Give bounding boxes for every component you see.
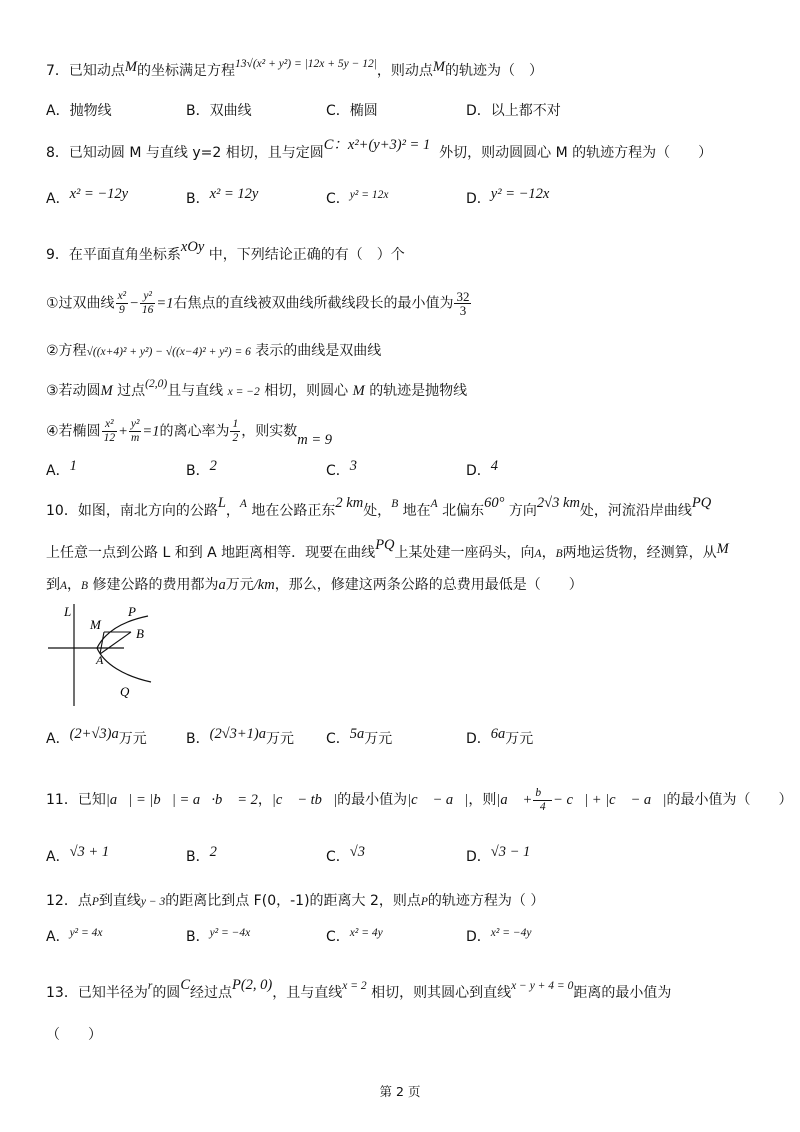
- q10-l1-text-c: 地在公路正东: [251, 503, 336, 519]
- q11-text-c: 的最小值为: [337, 792, 408, 808]
- q9-s3-m-2: M: [352, 383, 365, 399]
- q11-option-a: A．√3 + 1: [46, 844, 110, 865]
- q10-l2-text-d: 两地运货物，经测算，从: [562, 545, 717, 561]
- q9-s4-text-b: 的离心率为: [159, 423, 230, 440]
- q11-text-b: ，: [257, 792, 272, 808]
- q10-point-a: A: [239, 498, 247, 510]
- q9-s1-frac-y: $\frac{\text{y²}}{16}$: [141, 290, 154, 316]
- q11-text-a: 11．已知: [46, 792, 106, 808]
- q10-option-b: B．(2√3+1)a万元: [186, 726, 295, 747]
- q10-stem-line-1: [46, 495, 772, 523]
- q10-point-m: M: [716, 541, 729, 557]
- q9-s3-line: x = −2: [227, 386, 260, 398]
- q10-l1-text-e: 地在: [402, 503, 431, 519]
- q13-text-a: 13．已知半径为: [46, 985, 148, 1001]
- q7-point-m-2: M: [432, 59, 446, 75]
- q12-point-p-2: P: [420, 896, 428, 908]
- fig-label-p: P: [128, 604, 136, 619]
- q13-answer-bracket: [46, 1024, 772, 1046]
- q13-bracket-text: （ ）: [46, 1027, 102, 1043]
- q9-statement-3: [46, 380, 772, 403]
- q9-coord-system: xOy: [180, 239, 205, 255]
- fig-label-a: A: [96, 653, 104, 667]
- q7-stem: [46, 60, 772, 83]
- q10-point-b: B: [391, 498, 399, 510]
- q10-l2-text-a: 上任意一点到公路 L 和到 A 地距离相等．现要在曲线: [46, 545, 376, 561]
- q10-option-d: D．6a万元: [466, 726, 534, 747]
- q8-options: [46, 184, 606, 214]
- q13-text-c: 经过点: [189, 985, 232, 1001]
- q11-text-e: 的最小值为（ ）: [666, 792, 793, 808]
- q11-options: [46, 842, 606, 872]
- q9-s3-text-d: 相切，则圆心: [264, 383, 349, 399]
- q9-s4-frac-x: $\frac{\text{x²}}{12}$: [103, 418, 116, 444]
- q11-text-d: ，则: [468, 792, 497, 808]
- q10-l3-text-d: 万元: [225, 577, 254, 593]
- q7-equation: 13√(x² + y²) = |12x + 5y − 12|: [235, 58, 377, 70]
- q7-options: [46, 96, 606, 126]
- q7-option-c: C．椭圆: [326, 103, 378, 119]
- q11-target-part-2: − c⃗| + |c⃗ − a⃗|: [553, 792, 667, 808]
- q13-text-f: 距离的最小值为: [573, 985, 672, 1001]
- q9-s4-plus: +: [118, 423, 128, 440]
- q13-point-p: P(2, 0): [231, 977, 273, 993]
- q10-l1-text-g: 方向: [508, 503, 537, 519]
- q9-text-1: 9．在平面直角坐标系: [46, 247, 181, 263]
- q10-l1-text-a: 10．如图，南北方向的公路: [46, 503, 218, 519]
- q10-l1-text-h: 处，河流沿岸曲线: [579, 503, 692, 519]
- q12-stem: [46, 890, 772, 913]
- q7-point-m: M: [124, 59, 138, 75]
- q9-statement-4: [46, 418, 772, 448]
- q12-line: y − 3: [140, 896, 166, 908]
- q10-l1-text-f: 北偏东: [442, 503, 485, 519]
- q10-l2-text-c: ，: [541, 545, 556, 561]
- q9-s3-m: M: [100, 383, 113, 399]
- q12-text-a: 12．点: [46, 893, 92, 909]
- q9-s2-text-a: ②方程: [46, 343, 87, 359]
- q9-s4-eq: =1: [142, 423, 160, 440]
- fig-label-q: Q: [120, 684, 130, 699]
- q9-s1-frac-x: $\frac{\text{x²}}{9}$: [117, 290, 127, 316]
- q9-text-2: 中，下列结论正确的有（ ）个: [208, 247, 405, 263]
- q9-s3-text-b: 过点: [117, 383, 146, 399]
- q12-option-d: D．$^{x^2 = -4y}$: [466, 927, 532, 945]
- q10-option-a: A．(2+√3)a万元: [46, 726, 147, 747]
- q11-expr-c-tb: |c⃗ − tb⃗|: [271, 792, 338, 808]
- q9-s1-eq: =1: [156, 295, 174, 312]
- q10-point-b-3: B: [81, 580, 89, 592]
- q13-text-d: ，且与直线: [272, 985, 343, 1001]
- q10-l3-text-e: ，那么，修建这两条公路的总费用最低是（ ）: [274, 577, 583, 593]
- q10-l2-text-b: 上某处建一座码头，向: [394, 545, 535, 561]
- q11-condition: |a⃗| = |b⃗| = a⃗·b⃗ = 2: [105, 792, 258, 808]
- q10-l1-text-b: ，: [225, 503, 240, 519]
- q11-expr-c-a: |c⃗ − a⃗|: [407, 792, 469, 808]
- q11-frac-b-over-4: $\frac{b⃗}{4}$: [535, 786, 551, 813]
- q10-option-c: C．5a万元: [326, 726, 393, 747]
- q10-point-b-2: B: [555, 548, 563, 560]
- q9-s4-frac-half: $\frac{1}{2}$: [232, 418, 239, 444]
- q12-text-b: 到直线: [98, 893, 141, 909]
- q7-text-3: ，则动点: [376, 63, 433, 79]
- q8-option-c: C．$^{y^2 = 12x}$: [326, 189, 389, 207]
- q11-target-part-1: |a⃗ +: [496, 792, 533, 808]
- q9-s3-text-a: ③若动圆: [46, 383, 101, 399]
- q11-stem: [46, 786, 793, 814]
- fig-label-b: B: [136, 626, 144, 641]
- q9-s2-text-b: 表示的曲线是双曲线: [255, 343, 382, 359]
- q8-option-a: A．x² = −12y: [46, 186, 129, 207]
- q13-text-e: 相切，则其圆心到直线: [371, 985, 512, 1001]
- fig-label-l: L: [64, 604, 72, 619]
- q10-curve-pq: PQ: [691, 495, 712, 511]
- q10-stem-line-2: [46, 537, 772, 565]
- q13-stem: [46, 977, 772, 1005]
- q10-distance-a: 2 km: [335, 495, 364, 511]
- q10-figure: [44, 600, 159, 710]
- q9-options: [46, 456, 606, 486]
- q9-s1-text-a: ①过双曲线: [46, 295, 115, 312]
- q13-line-x: x = 2: [342, 980, 367, 992]
- q10-angle: 60°: [484, 495, 505, 511]
- q8-option-b: B．x² = 12y: [186, 186, 259, 207]
- q12-text-d: 的轨迹方程为（ ）: [427, 893, 545, 909]
- q12-option-c: C．$^{x^2 = 4y}$: [326, 927, 383, 945]
- q7-text-1: 7．已知动点: [46, 63, 125, 79]
- q9-option-a: A．1: [46, 458, 77, 479]
- q10-l3-text-b: ，: [67, 577, 82, 593]
- q9-s1-minus: −: [129, 295, 139, 312]
- q10-cost-a: a: [218, 577, 226, 593]
- q9-option-d: D．4: [466, 458, 499, 479]
- q13-line-expr: x − y + 4 = 0: [511, 980, 574, 992]
- q8-text-1: 8．已知动圆 M 与直线 y=2 相切，且与定圆: [46, 145, 324, 161]
- q7-text-2: 的坐标满足方程: [137, 63, 236, 79]
- q12-option-a: A．$^{y^2 = 4x}$: [46, 927, 103, 945]
- segment-ab: [100, 632, 131, 654]
- q8-text-2: 外切，则动圆圆心 M 的轨迹方程为（ ）: [439, 145, 713, 161]
- q10-curve-pq-2: PQ: [375, 537, 395, 553]
- q9-statement-1: [46, 290, 772, 317]
- q10-l3-text-c: 修建公路的费用都为: [92, 577, 219, 593]
- q11-option-d: D．√3 − 1: [466, 844, 531, 865]
- fig-label-m: M: [90, 617, 101, 632]
- q9-option-c: C．3: [326, 458, 358, 479]
- q12-point-p: P: [91, 896, 99, 908]
- q12-text-c: 的距离比到点 F(0，-1)的距离大 2，则点: [165, 893, 421, 909]
- q9-s3-point: (2,0): [145, 378, 168, 390]
- q9-s4-m-value: m = 9: [297, 431, 332, 448]
- q9-option-b: B．2: [186, 458, 217, 479]
- q10-road-l: L: [217, 495, 226, 511]
- q10-point-a-4: A: [60, 580, 68, 592]
- q10-point-a-3: A: [534, 548, 542, 560]
- q12-options: [46, 922, 606, 952]
- q13-radius-r: r: [147, 980, 153, 992]
- q9-s2-equation: √((x+4)² + y²) − √((x−4)² + y²) = 6: [86, 346, 251, 358]
- q9-s1-text-b: 右焦点的直线被双曲线所截线段长的最小值为: [173, 295, 454, 312]
- q9-s3-text-c: 且与直线: [167, 383, 224, 399]
- q13-text-b: 的圆: [152, 985, 181, 1001]
- q10-options: [46, 724, 606, 754]
- q10-l1-text-d: 处，: [363, 503, 392, 519]
- q7-option-b: B．双曲线: [186, 103, 252, 119]
- q9-s1-frac-answer: $\frac{32}{3}$: [456, 289, 470, 318]
- q9-s4-text-c: ，则实数: [241, 423, 298, 440]
- q13-circle-c: C: [180, 977, 190, 993]
- q10-unit-km: /km: [253, 577, 275, 593]
- q10-distance-b: 2√3 km: [536, 495, 580, 511]
- q9-s4-text-a: ④若椭圆: [46, 423, 101, 440]
- q11-option-b: B．2: [186, 844, 217, 865]
- q9-stem: [46, 239, 772, 266]
- q8-stem: [46, 137, 772, 164]
- q8-circle-equation: C：x²+(y+3)² = 1: [323, 137, 431, 153]
- q7-option-d: D．以上都不对: [466, 103, 561, 119]
- q9-s4-frac-y: $\frac{\text{y²}}{m}$: [130, 418, 140, 444]
- page-number: 第 2 页: [379, 1084, 421, 1099]
- q7-option-a: A．抛物线: [46, 103, 112, 119]
- q10-stem-line-3: [46, 574, 772, 597]
- q11-option-c: C．√3: [326, 844, 365, 865]
- q7-text-4: 的轨迹为（ ）: [445, 63, 544, 79]
- q9-statement-2: [46, 340, 772, 363]
- q9-s3-text-e: 的轨迹是抛物线: [369, 383, 468, 399]
- q8-option-d: D．y² = −12x: [466, 186, 550, 207]
- q10-l3-text-a: 到: [46, 577, 60, 593]
- q12-option-b: B．$^{y^2 = -4x}$: [186, 927, 251, 945]
- q10-point-a-2: A: [430, 498, 438, 510]
